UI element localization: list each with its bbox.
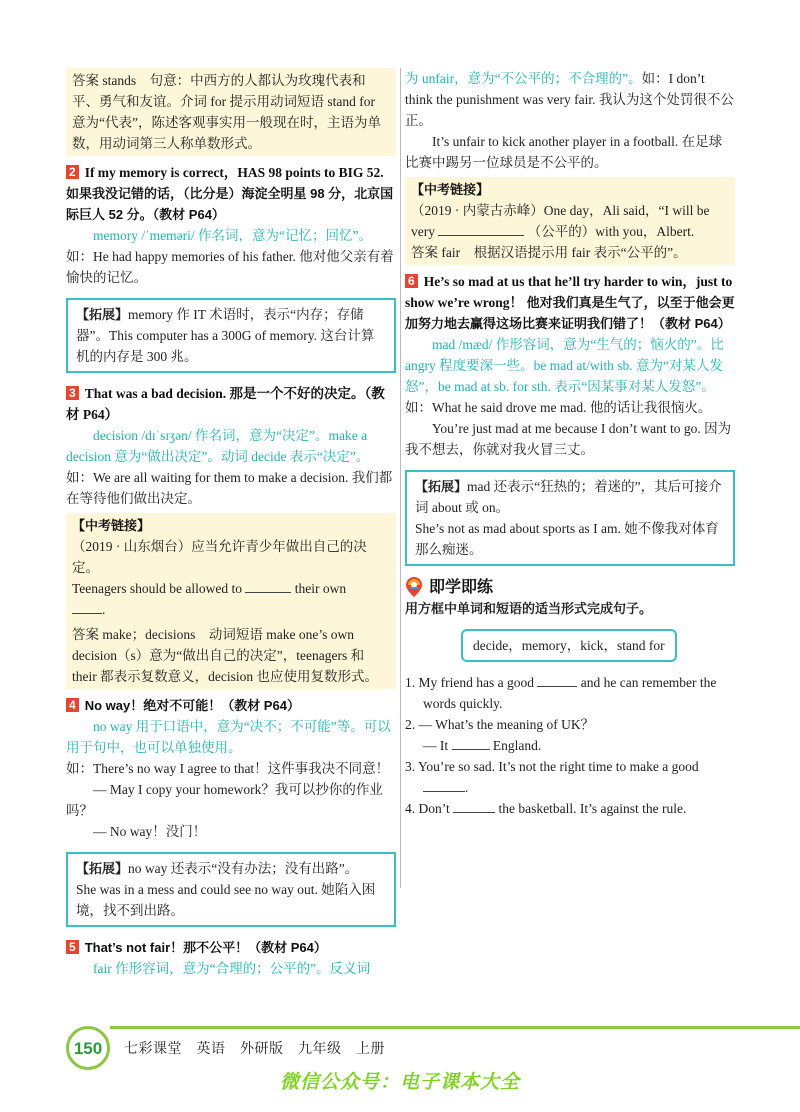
example-text: It’s unfair to kick another player in a football. 在足球比赛中踢另一位球员是不公平的。 xyxy=(405,134,723,170)
answer-label: 答案 xyxy=(72,627,99,642)
extension-box xyxy=(66,852,396,927)
extension-label: 【拓展】 xyxy=(76,307,129,322)
answer-blank xyxy=(452,735,490,750)
dialog-line: — May I copy your homework？我可以抄你的作业吗？ xyxy=(66,782,383,818)
practice-heading xyxy=(405,576,735,598)
section-title: That’s not fair！那不公平！（教材 P64） xyxy=(84,940,327,955)
definition-text: memory /ˈmeməri/ 作名词，意为“记忆；回忆”。 xyxy=(93,228,372,243)
example-text: 如：We are all waiting for them to make a decision. 我们都在等待他们做出决定。 xyxy=(66,470,393,506)
example-text: 如：What he said drove me mad. 他的话让我很恼火。 xyxy=(405,400,712,415)
extension-box xyxy=(405,470,735,566)
exercise-text: England. xyxy=(492,738,542,753)
extension-label: 【拓展】 xyxy=(415,479,468,494)
exercise-text: You’re so sad. It’s not the right time to make a good xyxy=(418,759,699,774)
section-2-heading xyxy=(66,162,396,225)
exercise-text: . xyxy=(465,780,469,795)
section-title-zh: 如果我没记错的话，（比分是）海淀全明星 98 分，北京国际巨人 52 分。（教材 P64） xyxy=(66,186,394,222)
watermark-text: 微信公众号：电子课本大全 xyxy=(279,1072,520,1093)
right-column xyxy=(405,68,735,819)
exercise-text: — What’s the meaning of UK？ xyxy=(418,717,595,732)
exercise-text: — It xyxy=(423,738,449,753)
exam-link-question: （2019 · 山东烟台）应当允许青少年做出自己的决定。 xyxy=(72,539,367,575)
section-6-heading xyxy=(405,271,735,334)
exam-link-sentence xyxy=(72,578,390,620)
section-3-heading xyxy=(66,383,396,425)
extension-text: no way 还表示“没有办法；没有出路”。 xyxy=(128,861,359,876)
answer-blank xyxy=(537,672,577,687)
example-text: You’re just mad at me because I don’t want to go. 因为我不想去，你就对我火冒三丈。 xyxy=(405,421,732,457)
exercise-subline xyxy=(405,735,735,756)
exercise-item xyxy=(405,798,735,819)
exercise-item xyxy=(405,672,735,714)
extension-text: mad 还表示“狂热的；着迷的”，其后可接介词 about 或 on。 xyxy=(415,479,722,515)
extension-example: She’s not as mad about sports as I am. 她不像我对体育那么痴迷。 xyxy=(415,521,719,557)
left-column xyxy=(66,68,396,979)
exercise-item xyxy=(405,756,735,798)
definition-continued xyxy=(405,68,735,131)
page-number: 150 xyxy=(66,1026,110,1070)
exam-link-block xyxy=(66,513,396,622)
sentence-part: their own xyxy=(294,581,347,596)
exercise-number: 4. xyxy=(405,801,416,816)
extension-text: memory 作 IT 术语时，表示“内存；存储器”。This computer has a 300G of memory. 这台计算机的内存是 300 兆。 xyxy=(76,307,375,364)
answer-block-2 xyxy=(66,622,396,689)
section-title-en: If my memory is correct，HAS 98 points to BIG 52. xyxy=(84,165,384,180)
location-pin-icon xyxy=(405,576,423,598)
sentence-part: Teenagers should be allowed to xyxy=(72,581,243,596)
answer-text: make；decisions 动词短语 make one’s own decision（s）意为“做出自己的决定”，teenagers 和 their 都表示复数意义，decision 也应使用复数形式。 xyxy=(72,627,378,684)
section-number-badge: 2 xyxy=(66,165,79,179)
definition-text: fair 作形容词，意为“合理的；公平的”。反义词 xyxy=(93,961,371,976)
footer-rule xyxy=(110,1026,800,1029)
definition-text: no way 用于口语中，意为“决不；不可能”等。可以用于句中，也可以单独使用。 xyxy=(66,719,391,755)
exercise-list xyxy=(405,672,735,819)
exercise-text: My friend has a good xyxy=(418,675,534,690)
exam-link-answer xyxy=(411,242,729,263)
section-title: No way！绝对不可能！（教材 P64） xyxy=(84,698,300,713)
section-number-badge: 6 xyxy=(405,274,418,288)
definition-text: mad /mæd/ 作形容词，意为“生气的；恼火的”。比 angry 程度要深一些。be mad at/with sb. 意为“对某人发怒”，be mad at sb. for sth. 表示“因某事对某人发怒”。 xyxy=(405,337,724,394)
definition-text: 为 unfair，意为“不公平的；不合理的”。 xyxy=(405,71,642,86)
practice-instruction: 用方框中单词和短语的适当形式完成句子。 xyxy=(405,601,653,616)
section-number-badge: 3 xyxy=(66,386,79,400)
answer-blank xyxy=(72,599,102,614)
answer-blank xyxy=(453,798,495,813)
answer-text: fair 根据汉语提示用 fair 表示“公平的”。 xyxy=(441,245,687,260)
section-5-heading xyxy=(66,937,396,958)
extension-box xyxy=(66,298,396,373)
question-text: （2019 · 内蒙古赤峰）One day，Ali said，“I will be very xyxy=(411,203,710,239)
exercise-text: the basketball. It’s against the rule. xyxy=(498,801,687,816)
example-text: 如：There’s no way I agree to that！这件事我决不同意！ xyxy=(66,761,390,776)
example-text: 如：He had happy memories of his father. 他对他父亲有着愉快的记忆。 xyxy=(66,249,394,285)
exercise-number: 2. xyxy=(405,717,416,732)
exercise-number: 1. xyxy=(405,675,416,690)
answer-block-1 xyxy=(66,68,396,156)
exam-link-title: 【中考链接】 xyxy=(411,182,490,197)
word-bank-box: decide，memory，kick，stand for xyxy=(461,629,677,662)
column-divider xyxy=(400,68,401,888)
practice-title: 即学即练 xyxy=(429,578,494,596)
exercise-number: 3. xyxy=(405,759,416,774)
extension-example: She was in a mess and could see no way out. 她陷入困境，找不到出路。 xyxy=(76,882,376,918)
exercise-text: and he can remember the words quickly. xyxy=(423,675,717,711)
sentence-end: . xyxy=(102,602,106,617)
question-text: （公平的）with you，Albert. xyxy=(527,224,695,239)
section-title-zh: 他对我们真是生气了，以至于他会更加努力地去赢得这场比赛来证明我们错了！（教材 P64） xyxy=(405,295,735,331)
exercise-item xyxy=(405,714,735,735)
section-title: That was a bad decision. 那是一个不好的决定。（教材 P64） xyxy=(66,386,385,422)
dialog-line: — No way！没门！ xyxy=(93,824,207,839)
answer-text: stands 句意：中西方的人都认为玫瑰代表和平、勇气和友谊。介词 for 提示用动词短语 stand for 意为“代表”，陈述客观事实用一般现在时，主语为单数，用动词第三人称单数形式。 xyxy=(72,73,381,151)
section-title-en: He’s so mad at us that he’ll try harder to win，just to show we’re wrong！ xyxy=(405,274,733,310)
extension-label: 【拓展】 xyxy=(76,861,129,876)
section-number-badge: 5 xyxy=(66,940,79,954)
answer-blank xyxy=(423,777,465,792)
section-number-badge: 4 xyxy=(66,698,79,712)
answer-label: 答案 xyxy=(411,245,438,260)
example-text: 如：I don’t think the punishment was very fair. 我认为这个处罚很不公正。 xyxy=(405,71,734,128)
section-4-heading xyxy=(66,695,396,716)
page-footer xyxy=(66,1026,800,1070)
book-title: 七彩课堂 英语 外研版 九年级 上册 xyxy=(124,1040,385,1056)
answer-blank xyxy=(245,578,291,593)
exam-link-question xyxy=(411,200,729,242)
exam-link-block xyxy=(405,177,735,265)
exam-link-title: 【中考链接】 xyxy=(72,518,151,533)
definition-text: decision /dɪˈsɪʒən/ 作名词，意为“决定”。make a decision 意为“做出决定”。动词 decide 表示“决定”。 xyxy=(66,428,370,464)
answer-label: 答案 xyxy=(72,73,99,88)
exercise-text: Don’t xyxy=(418,801,450,816)
answer-blank xyxy=(438,221,524,236)
